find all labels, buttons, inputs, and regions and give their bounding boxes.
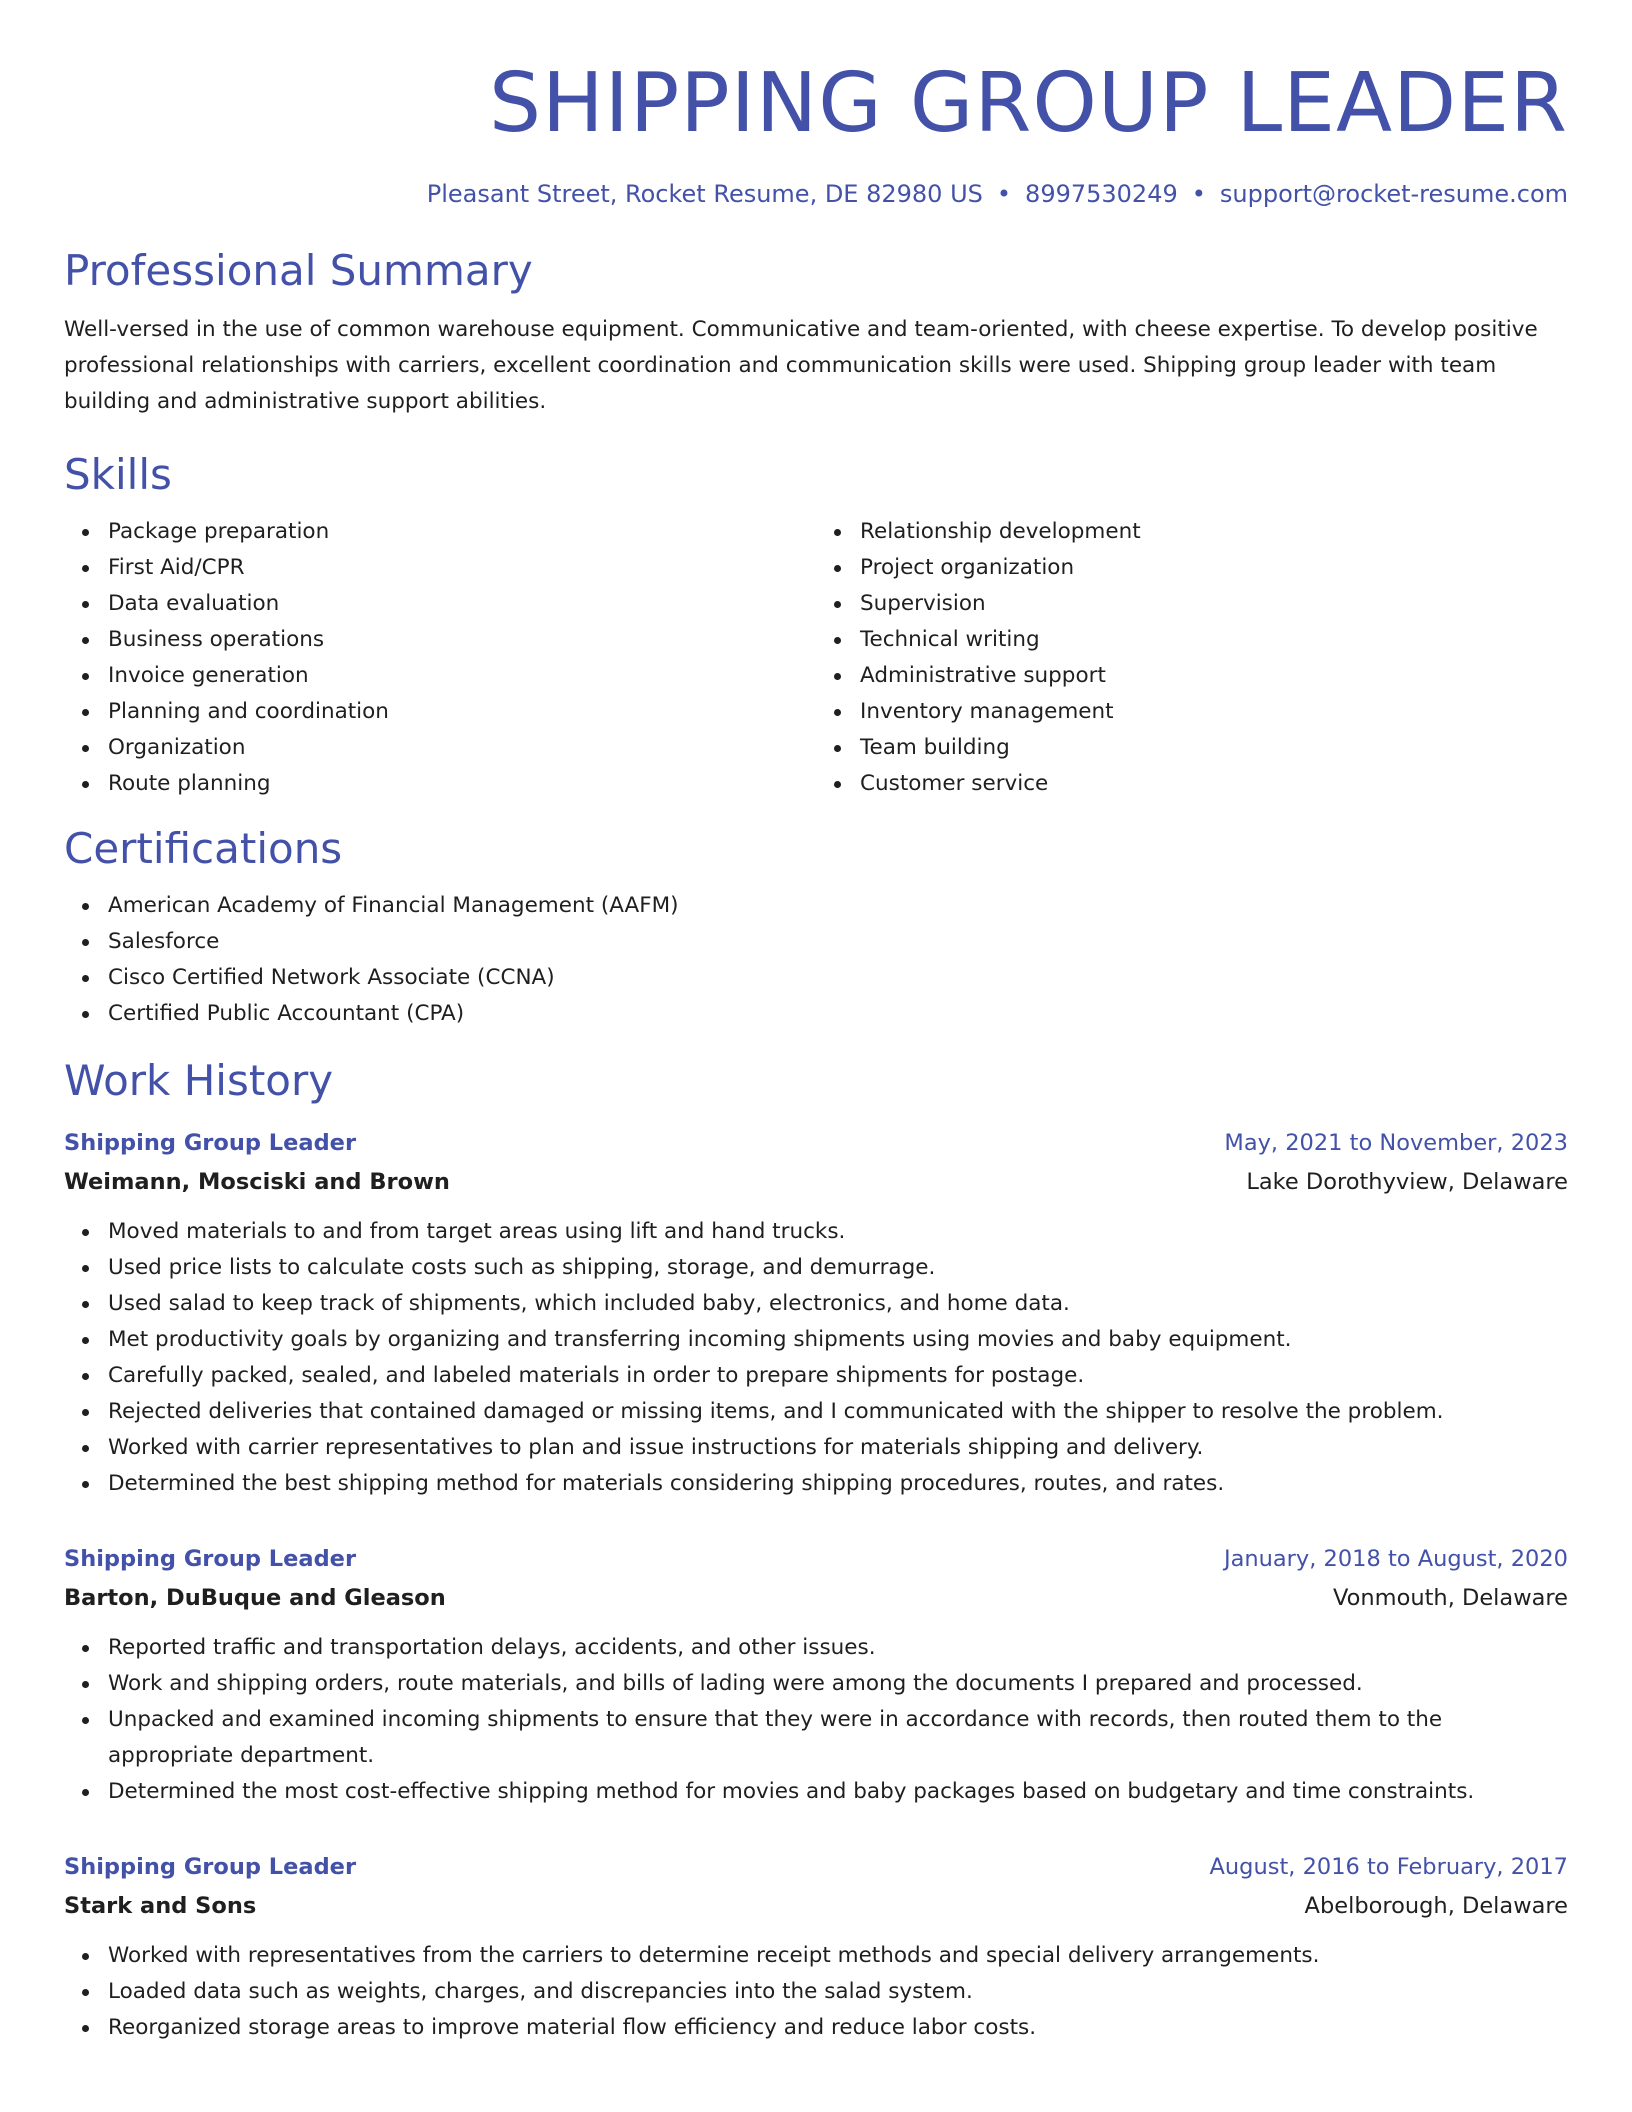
job-location: Lake Dorothyview, Delaware (1246, 1169, 1568, 1195)
job-company: Stark and Sons (64, 1893, 257, 1919)
summary-heading: Professional Summary (64, 246, 533, 295)
resume-title: SHIPPING GROUP LEADER (488, 56, 1568, 151)
skill-item: Organization (108, 730, 816, 766)
job-bullet: Used price lists to calculate costs such as shipping, storage, and demurrage. (108, 1250, 1568, 1286)
skills-columns (64, 514, 1568, 802)
job-entry (64, 1848, 1568, 2046)
job-bullet: Moved materials to and from target areas using lift and hand trucks. (108, 1214, 1568, 1250)
job-dates: August, 2016 to February, 2017 (1209, 1854, 1568, 1880)
summary-text: Well-versed in the use of common warehouse equipment. Communicative and team-oriented, with cheese expertise. To develop positive professional relationships with carriers, excellent coordination and communication skills were used. Shipping group leader with team building and administrative support abilities. (64, 317, 1538, 414)
skills-heading: Skills (64, 450, 172, 499)
job-subheader (64, 1886, 1568, 1926)
job-bullets (64, 1938, 1568, 2046)
skill-item: Route planning (108, 766, 816, 802)
job-bullet: Rejected deliveries that contained damaged or missing items, and I communicated with the shipper to resolve the problem. (108, 1394, 1568, 1430)
job-subheader (64, 1162, 1568, 1202)
skill-item: Planning and coordination (108, 694, 816, 730)
skill-item: Project organization (860, 550, 1568, 586)
work-history-heading: Work History (64, 1056, 334, 1105)
contact-email[interactable]: support@rocket-resume.com (1219, 180, 1568, 208)
job-bullet: Worked with carrier representatives to plan and issue instructions for materials shipping and delivery. (108, 1430, 1568, 1466)
skill-item: Relationship development (860, 514, 1568, 550)
contact-phone: 8997530249 (1025, 180, 1178, 208)
job-bullet: Met productivity goals by organizing and transferring incoming shipments using movies and baby equipment. (108, 1322, 1568, 1358)
job-bullet: Used salad to keep track of shipments, which included baby, electronics, and home data. (108, 1286, 1568, 1322)
job-company: Barton, DuBuque and Gleason (64, 1585, 446, 1611)
skill-item: Inventory management (860, 694, 1568, 730)
skill-item: First Aid/CPR (108, 550, 816, 586)
contact-separator: • (996, 180, 1012, 208)
job-bullet: Work and shipping orders, route materials, and bills of lading were among the documents I prepared and processed. (108, 1666, 1568, 1702)
job-header (64, 1540, 1568, 1578)
certification-item: Cisco Certified Network Associate (CCNA) (108, 960, 1568, 996)
skill-item: Administrative support (860, 658, 1568, 694)
job-entry (64, 1540, 1568, 1810)
certification-item: Certified Public Accountant (CPA) (108, 996, 1568, 1032)
job-company: Weimann, Mosciski and Brown (64, 1169, 450, 1195)
skill-item: Customer service (860, 766, 1568, 802)
job-title: Shipping Group Leader (64, 1546, 357, 1572)
contact-address: Pleasant Street, Rocket Resume, DE 82980 US (426, 180, 983, 208)
job-bullet: Loaded data such as weights, charges, and discrepancies into the salad system. (108, 1974, 1568, 2010)
skills-list-left (64, 514, 816, 802)
skills-list-right (816, 514, 1568, 802)
job-bullets (64, 1214, 1568, 1502)
certification-item: American Academy of Financial Management (AAFM) (108, 888, 1568, 924)
certification-item: Salesforce (108, 924, 1568, 960)
skill-item: Team building (860, 730, 1568, 766)
job-dates: May, 2021 to November, 2023 (1224, 1130, 1568, 1156)
job-bullet: Determined the best shipping method for materials considering shipping procedures, routes, and rates. (108, 1466, 1568, 1502)
job-bullet: Determined the most cost-effective shipping method for movies and baby packages based on budgetary and time constraints. (108, 1774, 1568, 1810)
skill-item: Data evaluation (108, 586, 816, 622)
job-bullet: Carefully packed, sealed, and labeled materials in order to prepare shipments for postage. (108, 1358, 1568, 1394)
job-location: Abelborough, Delaware (1304, 1893, 1568, 1919)
job-location: Vonmouth, Delaware (1333, 1585, 1568, 1611)
job-bullet: Reorganized storage areas to improve material flow efficiency and reduce labor costs. (108, 2010, 1568, 2046)
certifications-list (64, 888, 1568, 1032)
job-bullet: Unpacked and examined incoming shipments to ensure that they were in accordance with records, then routed them to the appropriate department. (108, 1702, 1568, 1774)
job-title: Shipping Group Leader (64, 1854, 357, 1880)
skill-item: Supervision (860, 586, 1568, 622)
skill-item: Invoice generation (108, 658, 816, 694)
skill-item: Technical writing (860, 622, 1568, 658)
skill-item: Package preparation (108, 514, 816, 550)
skill-item: Business operations (108, 622, 816, 658)
job-title: Shipping Group Leader (64, 1130, 357, 1156)
job-subheader (64, 1578, 1568, 1618)
job-entry (64, 1124, 1568, 1502)
job-bullets (64, 1630, 1568, 1810)
contact-line (64, 178, 1568, 210)
job-header (64, 1848, 1568, 1886)
contact-separator: • (1191, 180, 1206, 208)
job-bullet: Reported traffic and transportation delays, accidents, and other issues. (108, 1630, 1568, 1666)
job-bullet: Worked with representatives from the carriers to determine receipt methods and special delivery arrangements. (108, 1938, 1568, 1974)
certifications-heading: Certifications (64, 824, 343, 873)
job-header (64, 1124, 1568, 1162)
job-dates: January, 2018 to August, 2020 (1223, 1546, 1568, 1572)
